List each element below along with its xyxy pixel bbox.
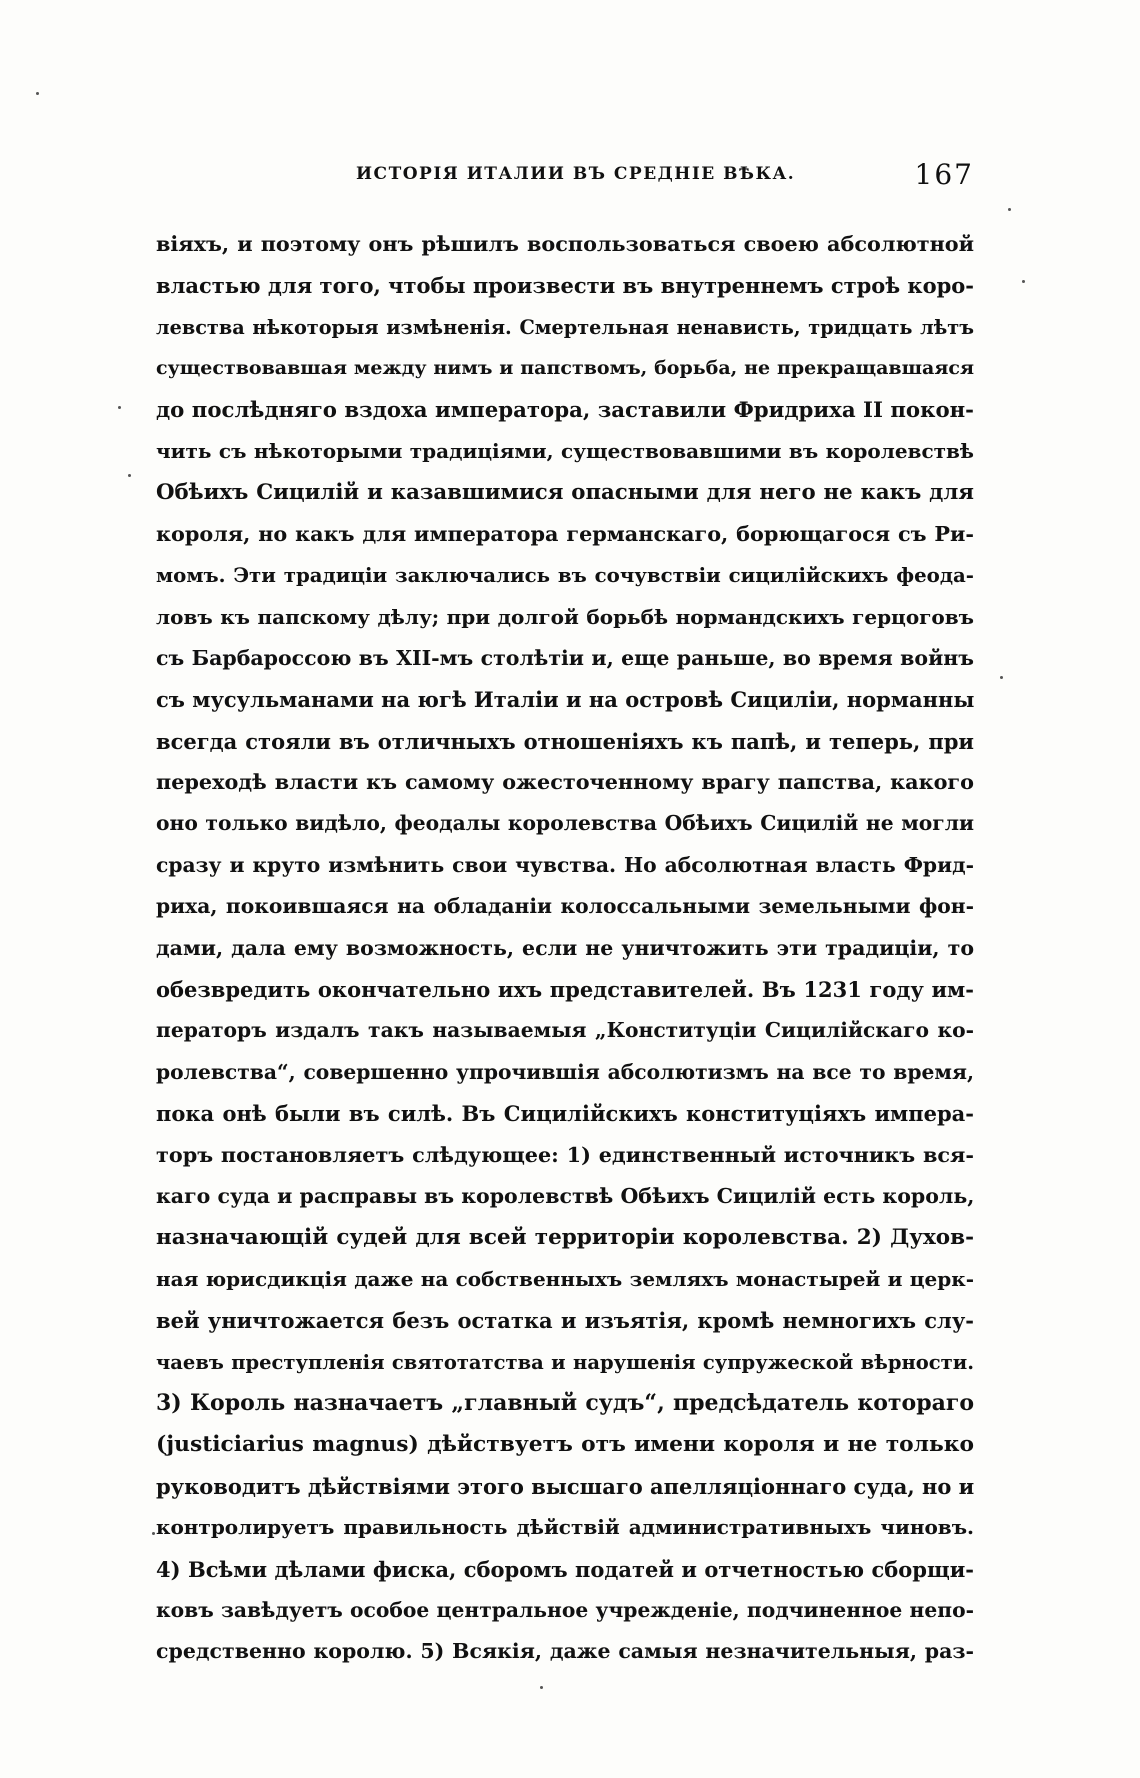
scan-speck bbox=[540, 1686, 543, 1689]
text-line: контролируетъ правильность дѣйствій административныхъ чиновъ. bbox=[156, 1515, 974, 1540]
text-line: чаевъ преступленія святотатства и нарушенія супружеской вѣрности. bbox=[156, 1350, 974, 1374]
text-line: риха, покоившаяся на обладаніи колоссальными земельными фон- bbox=[156, 894, 974, 919]
text-line: віяхъ, и поэтому онъ рѣшилъ воспользоваться своею абсолютной bbox=[156, 232, 974, 256]
scan-speck bbox=[1022, 280, 1025, 283]
text-line: чить съ нѣкоторыми традиціями, существовавшими въ королевствѣ bbox=[156, 438, 974, 463]
text-line: существовавшая между нимъ и папствомъ, борьба, не прекращавшаяся bbox=[156, 357, 974, 380]
text-line: съ Барбароссою въ XII-мъ столѣтіи и, еще раньше, во время войнъ bbox=[156, 645, 974, 670]
text-line: (justiciarius magnus) дѣйствуетъ отъ имени короля и не только bbox=[156, 1432, 974, 1458]
body-text bbox=[156, 224, 974, 1673]
page-number: 167 bbox=[914, 158, 974, 191]
text-line: Обѣихъ Сицилій и казавшимися опасными для него не какъ для bbox=[156, 480, 974, 506]
text-line: властью для того, чтобы произвести въ внутреннемъ строѣ коро- bbox=[156, 273, 974, 299]
text-line: пока онѣ были въ силѣ. Въ Сицилійскихъ конституціяхъ импера- bbox=[156, 1101, 974, 1127]
text-line: торъ постановляетъ слѣдующее: 1) единственный источникъ вся- bbox=[156, 1142, 974, 1167]
text-line: короля, но какъ для императора германскаго, борющагося съ Ри- bbox=[156, 521, 974, 546]
text-line: ловъ къ папскому дѣлу; при долгой борьбѣ нормандскихъ герцоговъ bbox=[156, 604, 974, 629]
text-line: средственно королю. 5) Всякія, даже самыя незначительныя, раз- bbox=[156, 1639, 974, 1664]
text-line: ковъ завѣдуетъ особое центральное учрежденіе, подчиненное непо- bbox=[156, 1597, 974, 1622]
text-line: переходѣ власти къ самому ожесточенному врагу папства, какого bbox=[156, 770, 974, 795]
text-line: дами, дала ему возможность, если не уничтожить эти традиціи, то bbox=[156, 935, 974, 960]
text-line: ролевства“, совершенно упрочившія абсолютизмъ на все то время, bbox=[156, 1059, 974, 1084]
text-line: назначающій судей для всей территоріи королевства. 2) Духов- bbox=[156, 1225, 974, 1251]
text-line: сразу и круто измѣнить свои чувства. Но абсолютная власть Фрид- bbox=[156, 852, 974, 877]
text-line: момъ. Эти традиціи заключались въ сочувствіи сицилійскихъ феода- bbox=[156, 563, 974, 588]
text-line: оно только видѣло, феодалы королевства Обѣихъ Сицилій не могли bbox=[156, 811, 974, 836]
text-line: левства нѣкоторыя измѣненія. Смертельная ненависть, тридцать лѣтъ bbox=[156, 315, 974, 339]
text-line: вей уничтожается безъ остатка и изъятія, кромѣ немногихъ слу- bbox=[156, 1308, 974, 1334]
scan-speck bbox=[118, 406, 121, 409]
text-line: руководитъ дѣйствіями этого высшаго апелляціоннаго суда, но и bbox=[156, 1473, 974, 1499]
scan-speck bbox=[36, 92, 39, 95]
scan-speck bbox=[128, 474, 131, 477]
text-line: 3) Король назначаетъ „главный судъ“, предсѣдатель котораго bbox=[156, 1389, 974, 1416]
text-line: каго суда и расправы въ королевствѣ Обѣихъ Сицилій есть король, bbox=[156, 1183, 974, 1208]
text-line: всегда стояли въ отличныхъ отношеніяхъ къ папѣ, и теперь, при bbox=[156, 728, 974, 754]
text-line: обезвредить окончательно ихъ представителей. Въ 1231 году им- bbox=[156, 977, 974, 1003]
scan-speck bbox=[1000, 676, 1003, 679]
text-line: 4) Всѣми дѣлами фиска, сборомъ податей и отчетностью сборщи- bbox=[156, 1556, 974, 1582]
text-line: съ мусульманами на югѣ Италіи и на островѣ Сициліи, норманны bbox=[156, 687, 974, 713]
scan-speck bbox=[152, 1532, 155, 1535]
text-line: до послѣдняго вздоха императора, заставили Фридриха II покон- bbox=[156, 397, 974, 423]
scan-speck bbox=[1008, 208, 1011, 211]
text-line: ная юрисдикція даже на собственныхъ земляхъ монастырей и церк- bbox=[156, 1266, 974, 1291]
running-title: ИСТОРІЯ ИТАЛИИ ВЪ СРЕДНІЕ ВѢКА. bbox=[356, 164, 796, 184]
running-head bbox=[156, 158, 974, 198]
text-line: ператоръ издалъ такъ называемыя „Конституціи Сицилійскаго ко- bbox=[156, 1018, 974, 1043]
